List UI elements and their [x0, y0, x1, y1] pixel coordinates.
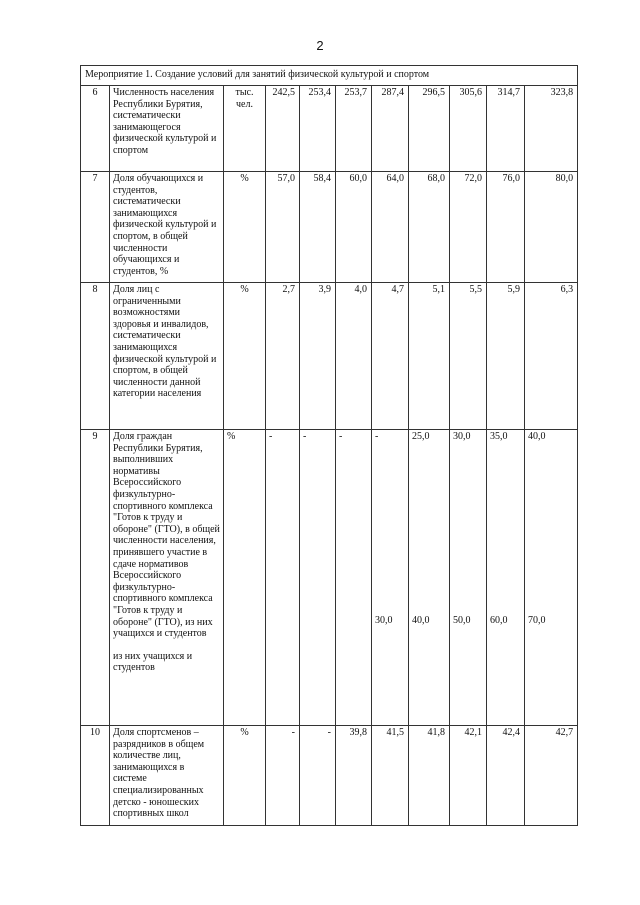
- value-cell: 40,0 70,0: [525, 430, 578, 726]
- value-cell: -: [266, 430, 300, 726]
- row-number: 8: [81, 283, 110, 430]
- value-cell: 5,1: [409, 283, 450, 430]
- value-cell: -: [336, 430, 372, 726]
- indicator-name: Численность населения Республики Бурятия, систематически занимающегося физической культурой и спортом: [110, 86, 224, 172]
- unit-cell: тыс. чел.: [224, 86, 266, 172]
- value-cell: 287,4: [372, 86, 409, 172]
- value-cell: 68,0: [409, 172, 450, 283]
- row-number: 10: [81, 726, 110, 826]
- value-cell: 57,0: [266, 172, 300, 283]
- value-cell: 5,5: [450, 283, 487, 430]
- value-cell: 253,7: [336, 86, 372, 172]
- indicator-name: Доля обучающихся и студентов, систематически занимающихся физической культурой и спортом, в общей численности обучающихся и студентов, %: [110, 172, 224, 283]
- value-cell: -: [300, 430, 336, 726]
- value-cell: 42,1: [450, 726, 487, 826]
- value-cell: 305,6: [450, 86, 487, 172]
- row-number: 6: [81, 86, 110, 172]
- value-cell: 253,4: [300, 86, 336, 172]
- value-cell: - 30,0: [372, 430, 409, 726]
- value-cell: 39,8: [336, 726, 372, 826]
- table-row: [81, 430, 578, 726]
- unit-cell: %: [224, 430, 266, 726]
- value-cell: 58,4: [300, 172, 336, 283]
- indicator-name: Доля лиц с ограниченными возможностями здоровья и инвалидов, систематически занимающихся физической культурой и спортом, в общей численности данной категории населения: [110, 283, 224, 430]
- value-cell: 76,0: [487, 172, 525, 283]
- page-number: 2: [316, 38, 324, 53]
- value-cell: 35,0 60,0: [487, 430, 525, 726]
- value-cell: 4,7: [372, 283, 409, 430]
- indicator-name-extra: из них учащихся и студентов: [113, 650, 193, 674]
- indicators-table: [80, 65, 578, 826]
- row-number: 9: [81, 430, 110, 726]
- indicator-name-cell: [110, 430, 224, 726]
- value-cell: 25,0 40,0: [409, 430, 450, 726]
- value-cell: 314,7: [487, 86, 525, 172]
- value-cell: 64,0: [372, 172, 409, 283]
- table-row: [81, 172, 578, 283]
- value-cell: 2,7: [266, 283, 300, 430]
- unit-cell: %: [224, 172, 266, 283]
- table-row: [81, 726, 578, 826]
- indicator-name: Доля спортсменов – разрядников в общем количестве лиц, занимающихся в системе специализированных детско - юношеских спортивных школ: [110, 726, 224, 826]
- value-cell: 41,5: [372, 726, 409, 826]
- value-cell: 42,7: [525, 726, 578, 826]
- value-cell: 80,0: [525, 172, 578, 283]
- value-cell: 3,9: [300, 283, 336, 430]
- value-cell: 242,5: [266, 86, 300, 172]
- value-cell: -: [266, 726, 300, 826]
- value-cell: 72,0: [450, 172, 487, 283]
- row-number: 7: [81, 172, 110, 283]
- value-cell: 296,5: [409, 86, 450, 172]
- value-cell: 42,4: [487, 726, 525, 826]
- value-cell: 5,9: [487, 283, 525, 430]
- indicator-name: Доля граждан Республики Бурятия, выполнивших нормативы Всероссийского физкультурно-спортивного комплекса "Готов к труду и обороне" (ГТО), в общей численности населения, принявшего участие в сдаче нормативов Всероссийского физкультурно-спортивного комплекса "Готов к труду и обороне" (ГТО), из них учащихся и студентов: [113, 431, 220, 640]
- table-row: [81, 283, 578, 430]
- value-cell: -: [300, 726, 336, 826]
- value-cell: 41,8: [409, 726, 450, 826]
- value-cell: 60,0: [336, 172, 372, 283]
- unit-cell: %: [224, 726, 266, 826]
- table-row: [81, 86, 578, 172]
- value-cell: 30,0 50,0: [450, 430, 487, 726]
- value-cell: 323,8: [525, 86, 578, 172]
- section-header: Мероприятие 1. Создание условий для занятий физической культурой и спортом: [81, 66, 578, 86]
- value-cell: 4,0: [336, 283, 372, 430]
- value-cell: 6,3: [525, 283, 578, 430]
- unit-cell: %: [224, 283, 266, 430]
